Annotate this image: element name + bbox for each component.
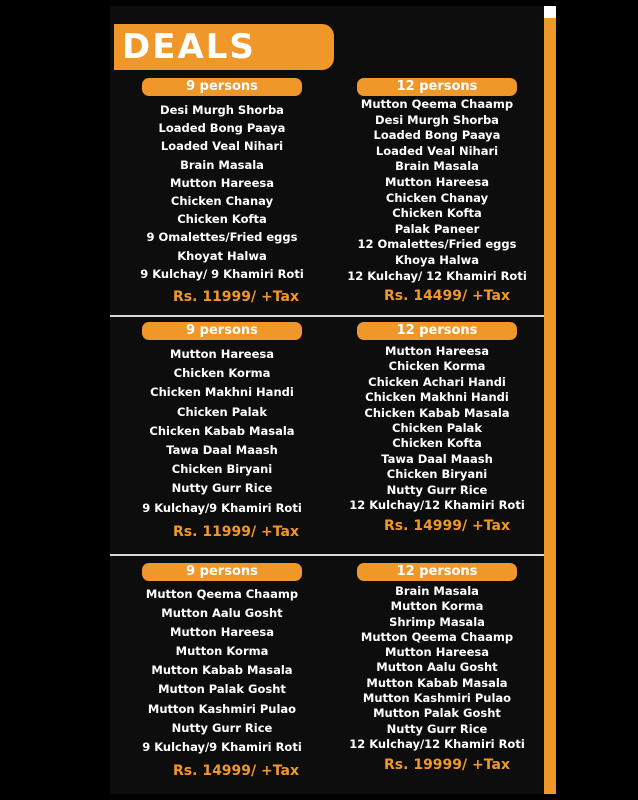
menu-item: Mutton Kashmiri Pulao [147,701,297,716]
deals-panel [110,6,544,794]
menu-item: Khoya Halwa [395,252,479,267]
deal-items [128,585,316,757]
menu-item: Tawa Daal Maash [166,443,278,458]
persons-badge: 12 persons [357,322,517,340]
menu-item: Chicken Kabab Masala [364,405,510,420]
menu-item: Mutton Korma [175,644,269,659]
menu-item: 9 Kulchay/9 Khamiri Roti [142,500,302,515]
menu-item: Mutton Kabab Masala [366,675,508,690]
orange-border [544,18,556,794]
persons-badge: 9 persons [142,78,302,96]
deal-card [128,78,316,305]
deal-price: Rs. 19999/ +Tax [384,757,510,774]
menu-item: Chicken Kofta [392,206,482,221]
menu-item: Chicken Biryani [171,462,273,477]
persons-badge: 9 persons [142,563,302,581]
menu-item: Chicken Makhni Handi [150,385,294,400]
menu-item: Nutty Gurr Rice [171,481,273,496]
menu-item: Mutton Palak Gosht [373,706,501,721]
menu-item: 9 Omalettes/Fried eggs [146,230,298,245]
menu-item: Mutton Korma [390,599,484,614]
deal-price: Rs. 14999/ +Tax [173,762,299,779]
deal-price: Rs. 11999/ +Tax [173,289,299,306]
menu-item: Desi Murgh Shorba [160,103,284,117]
deal-card [342,78,532,304]
menu-item: Mutton Qeema Chaamp [360,629,514,644]
menu-item: Mutton Palak Gosht [158,682,286,697]
menu-item: Chicken Biryani [386,467,488,482]
menu-item: Loaded Veal Nihari [160,139,284,154]
deal-items [128,345,316,518]
menu-item: Mutton Hareesa [385,645,489,660]
menu-item: Chicken Kabab Masala [149,423,295,438]
menu-item: Mutton Qeema Chaamp [360,97,514,111]
menu-item: Mutton Hareesa [385,174,489,189]
persons-badge: 12 persons [357,78,517,96]
menu-item: Mutton Aalu Gosht [376,660,498,675]
menu-item: Chicken Palak [177,404,267,419]
menu-item: Chicken Korma [388,359,486,374]
deal-price: Rs. 11999/ +Tax [173,523,299,540]
menu-item: Chicken Achari Handi [368,374,506,389]
deals-title-tab [114,24,334,70]
menu-item: 9 Kulchay/9 Khamiri Roti [142,739,302,754]
section-divider [110,554,544,556]
deal-items [342,97,532,284]
persons-badge: 9 persons [142,322,302,340]
deal-items [342,584,532,752]
menu-item: Loaded Veal Nihari [375,143,499,158]
menu-item: Mutton Hareesa [170,175,274,190]
menu-item: Nutty Gurr Rice [386,482,488,497]
menu-item: Chicken Chanay [385,190,489,205]
deal-card [342,322,532,534]
menu-item: Palak Paneer [394,221,480,236]
menu-item: Desi Murgh Shorba [375,112,499,127]
menu-item: 12 Kulchay/12 Khamiri Roti [349,498,525,513]
deal-card [342,563,532,773]
menu-item: Brain Masala [180,157,264,172]
menu-item: Mutton Hareesa [385,344,489,358]
persons-badge: 12 persons [357,563,517,581]
menu-item: Nutty Gurr Rice [171,720,273,735]
menu-item: Chicken Chanay [170,194,274,209]
deal-items [342,344,532,513]
menu-item: Mutton Hareesa [170,347,274,361]
deal-price: Rs. 14999/ +Tax [384,518,510,535]
menu-item: 12 Omalettes/Fried eggs [357,237,517,252]
menu-item: Khoyat Halwa [177,248,267,263]
menu-item: Tawa Daal Maash [381,451,493,466]
menu-item: Mutton Aalu Gosht [161,606,283,621]
section-divider [110,315,544,317]
deal-price: Rs. 14499/ +Tax [384,288,510,305]
menu-item: Mutton Qeema Chaamp [145,587,299,601]
menu-item: Shrimp Masala [389,614,485,629]
menu-item: Loaded Bong Paaya [158,121,286,136]
menu-item: Chicken Makhni Handi [365,390,509,405]
menu-item: Chicken Palak [392,421,482,436]
menu-item: Chicken Kofta [392,436,482,451]
menu-item: Chicken Kofta [177,212,267,227]
menu-item: 9 Kulchay/ 9 Khamiri Roti [140,266,304,281]
deal-items [128,101,316,283]
menu-item: Brain Masala [395,584,479,598]
menu-frame [110,6,556,794]
menu-item: Loaded Bong Paaya [373,128,501,143]
menu-item: Mutton Hareesa [170,625,274,640]
page-title: DEALS [122,27,256,67]
menu-item: Mutton Kashmiri Pulao [362,691,512,706]
menu-item: Chicken Korma [173,366,271,381]
menu-item: Nutty Gurr Rice [386,721,488,736]
menu-item: Mutton Kabab Masala [151,663,293,678]
deal-card [128,563,316,779]
menu-item: 12 Kulchay/12 Khamiri Roti [349,736,525,751]
menu-item: Brain Masala [395,159,479,174]
deal-card [128,322,316,540]
menu-item: 12 Kulchay/ 12 Khamiri Roti [347,268,527,283]
